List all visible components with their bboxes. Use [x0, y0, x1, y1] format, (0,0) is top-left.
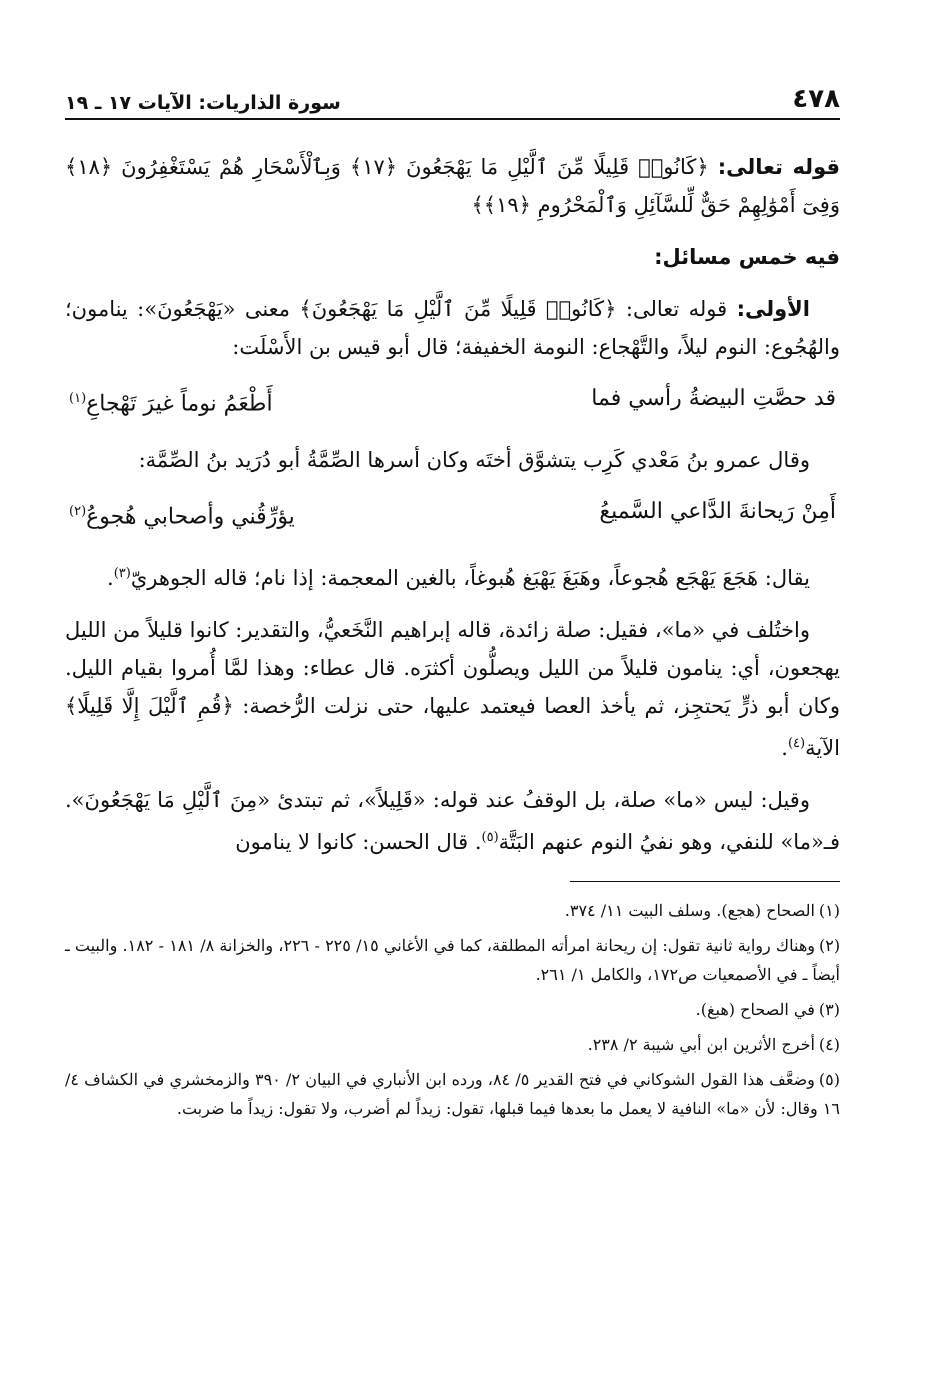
main-text — [65, 148, 840, 861]
footnote-number: (٢) — [818, 935, 841, 955]
verse-1-right-hemistich: قد حصَّتِ البيضةُ رأسي فما — [591, 386, 836, 411]
footnote-ref-4: (٤) — [787, 735, 806, 751]
footnotes — [65, 896, 840, 1123]
footnote-item — [65, 1065, 840, 1123]
ma-disputed-end: . — [781, 735, 788, 760]
paragraph-amr: وقال عمرو بنُ مَعْدي كَرِب يتشوَّق أختَه وكان أسرها الصِّمَّةُ أبو دُرَيد بنُ الصِّمَّة: — [138, 448, 810, 473]
poetry-verse-1 — [65, 380, 840, 423]
page-header — [65, 78, 840, 120]
hajaa-text: يقال: هَجَعَ يَهْجَع هُجوعاً، وهَبَغَ يَهْبَغ هُبوغاً، بالغين المعجمة: إذا نام؛ قاله الجوهريّ — [130, 565, 810, 590]
running-title: سورة الذاريات: الآيات ١٧ ـ ١٩ — [65, 92, 341, 114]
intro-verse-paragraph — [65, 148, 840, 224]
footnote-number: (٥) — [818, 1069, 840, 1089]
footnote-ref-2: (٢) — [69, 504, 87, 520]
negation-text-a: وقيل: ليس «ما» صلة، بل الوقفُ عند قوله: «قَلِيلاً»، ثم تبتدئ «مِنَ ٱلَّيْلِ مَا يَهْجَعُونَ». فـ«ما» للنفي، وهو نفيُ النوم عنهم البَتَّة — [65, 787, 840, 854]
negation-text-b: . قال الحسن: كانوا لا ينامون — [235, 829, 482, 854]
paragraph-ma-disputed — [65, 611, 840, 767]
verse-1-left-hemistich — [69, 380, 273, 423]
footnote-text: وضعَّف هذا القول الشوكاني في فتح القدير ٥/ ٨٤، ورده ابن الأنباري في البيان ٢/ ٣٩٠ والزمخشري في الكشاف ٤/ ١٦ وقال: لأن «ما» النافية لا يعمل ما بعدها فيما قبلها، تقول: زيداً لم أضرب، ولا تقول: زيداً ما ضربت. — [65, 1069, 840, 1118]
footnote-ref-1: (١) — [69, 391, 87, 406]
footnote-text: وهناك رواية ثانية تقول: إن ريحانة امرأته المطلقة، كما في الأغاني ١٥/ ٢٢٥ - ٢٢٦، والخزانة ٨/ ١٨١ - ١٨٢. والبيت ـ أيضاً ـ في الأصمعيات ص١٧٢، والكامل ١/ ٢٦١. — [65, 935, 840, 984]
footnote-text: الصحاح (هجع). وسلف البيت ١١/ ٣٧٤. — [564, 900, 815, 920]
footnote-text: أخرج الأثرين ابن أبي شيبة ٢/ ٢٣٨. — [587, 1034, 815, 1054]
verse-1-left-text: أَطْعَمُ نوماً غيرَ تَهْجاعِ — [86, 391, 273, 417]
footnote-item — [65, 1030, 840, 1059]
footnote-number: (٣) — [818, 999, 840, 1019]
ma-disputed-text: واختُلف في «ما»، فقيل: صلة زائدة، قاله إبراهيم النَّخَعيُّ، والتقدير: كانوا قليلاً من الليل يهجعون، أي: ينامون قليلاً من الليل ويصلُّون أكثرَه. قال عطاء: وهذا لمَّا أُمروا بقيام الليل. وكان أبو ذرٍّ يَحتجِز، ثم يأخذ العصا فيعتمد عليها، حتى نزلت الرُّخصة: ﴿قُمِ ٱلَّيْلَ إِلَّا قَلِيلًا﴾ الآية — [65, 617, 840, 760]
verse-2-right-hemistich: أَمِنْ رَيحانةَ الدَّاعي السَّميعُ — [599, 499, 836, 525]
footnote-text: في الصحاح (هبغ). — [695, 999, 815, 1019]
first-issue-lead: الأولى: — [736, 297, 810, 321]
first-issue-text: قوله تعالى: ﴿كَانُوا۟ قَلِيلًا مِّنَ ٱلَّيْلِ مَا يَهْجَعُونَ﴾ معنى «يَهْجَعُونَ»: ينامون؛ والهُجُوع: النوم ليلاً، والتَّهْجاع: النومة الخفيفة؛ قال أبو قيس بن الأَسْلَت: — [65, 297, 840, 359]
paragraph-negation — [65, 781, 840, 861]
footnote-item — [65, 995, 840, 1024]
hajaa-end: . — [107, 565, 114, 590]
footnote-number: (١) — [818, 900, 840, 920]
paragraph-hajaa — [65, 555, 840, 597]
footnote-divider — [570, 881, 840, 882]
paragraph-first-issue — [65, 290, 840, 366]
section-heading: فيه خمس مسائل: — [654, 245, 840, 269]
poetry-verse-2 — [65, 493, 840, 536]
page-number: ٤٧٨ — [792, 84, 840, 114]
quran-verse: ﴿كَانُوا۟ قَلِيلًا مِّنَ ٱلَّيْلِ مَا يَهْجَعُونَ ﴿١٧﴾ وَبِٱلْأَسْحَارِ هُمْ يَسْتَغْفِرُونَ ﴿١٨﴾ وَفِىٓ أَمْوَٰلِهِمْ حَقٌّ لِّلسَّآئِلِ وَٱلْمَحْرُومِ ﴿١٩﴾﴾ — [65, 155, 840, 217]
intro-lead: قوله تعالى: — [717, 155, 840, 179]
verse-2-left-hemistich — [69, 493, 295, 536]
book-page — [65, 78, 840, 1129]
footnote-item — [65, 931, 840, 989]
footnote-number: (٤) — [818, 1034, 840, 1054]
footnote-item — [65, 896, 840, 925]
verse-2-left-text: يؤرِّقُني وأصحابي هُجوعُ — [86, 504, 295, 530]
footnote-ref-3: (٣) — [113, 565, 131, 581]
footnote-ref-5: (٥) — [481, 829, 499, 845]
